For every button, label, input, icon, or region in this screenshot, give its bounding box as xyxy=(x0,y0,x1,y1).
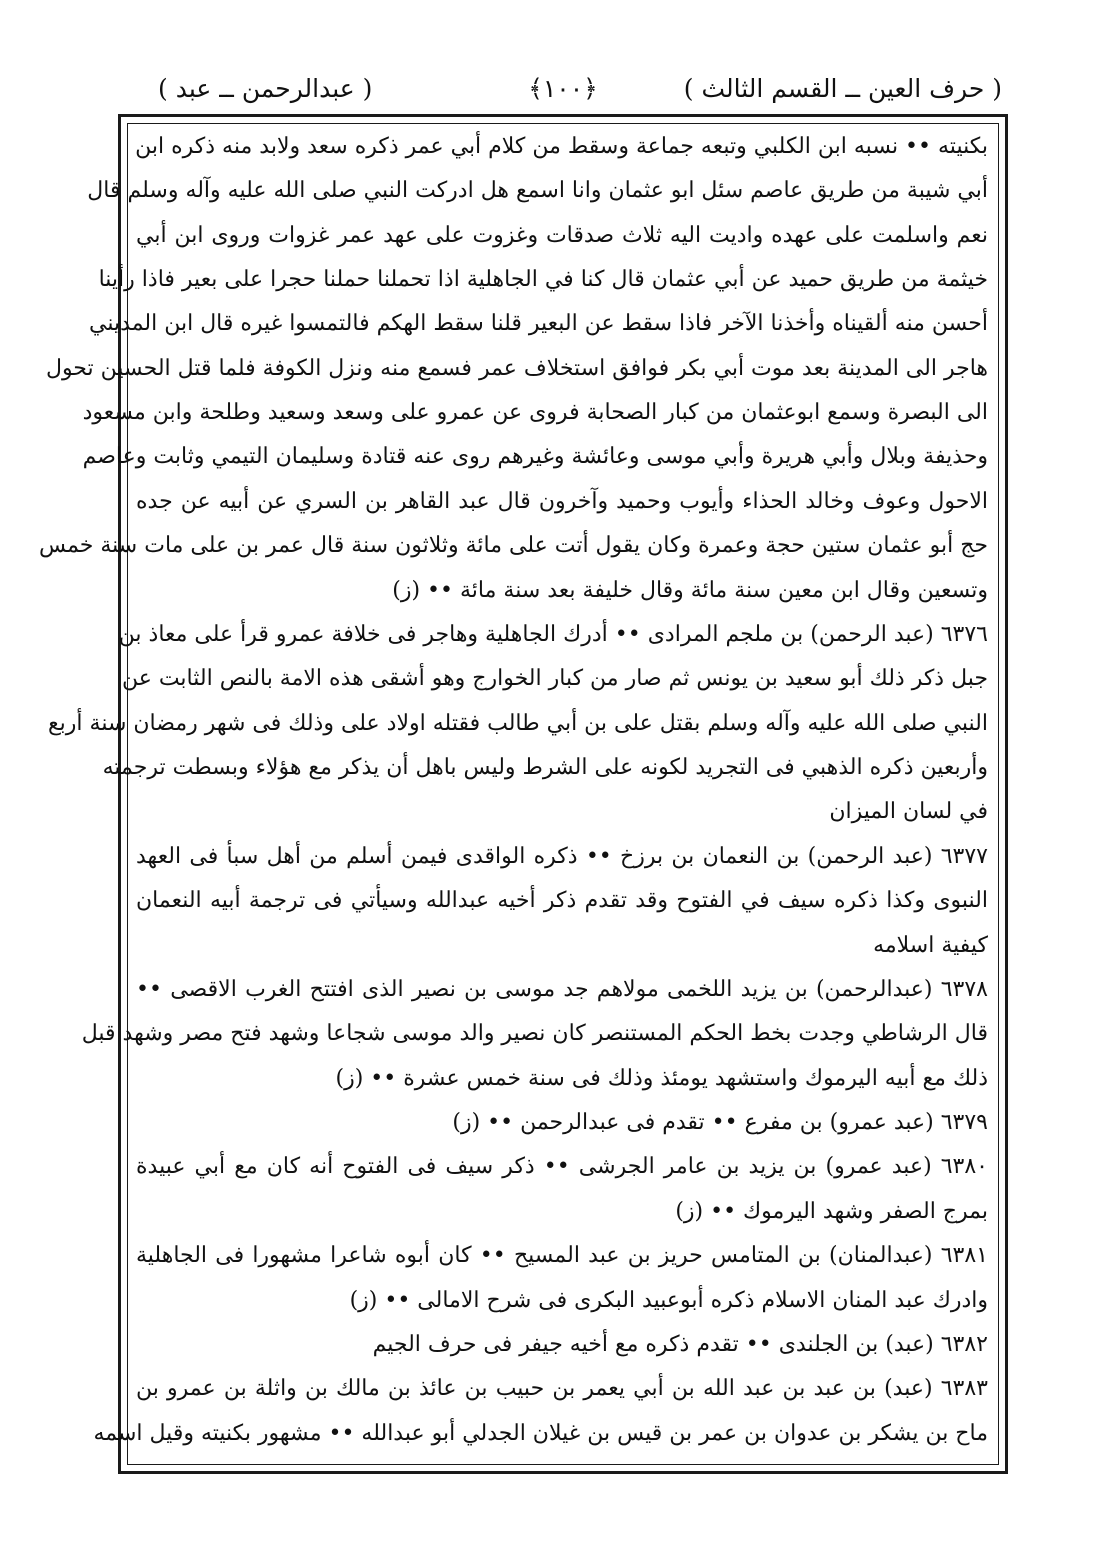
text-line: ماح بن يشكر بن عدوان بن عمر بن قيس بن غيلان الجدلي أبو عبدالله •• مشهور بكنيته وقيل اسمه xyxy=(93,1421,988,1446)
text-line: النبوى وكذا ذكره سيف في الفتوح وقد تقدم ذكر أخيه عبدالله وسيأتي فى ترجمة أبيه النعمان xyxy=(136,888,988,913)
header-entry-range: ( عبدالرحمن ــ عبد ) xyxy=(158,74,373,103)
text-line: أبي شيبة من طريق عاصم سئل ابو عثمان وانا اسمع هل ادركت النبي صلى الله عليه وآله وسلم قال xyxy=(87,178,988,203)
text-line: ذلك مع أبيه اليرموك واستشهد يومئذ وذلك فى سنة خمس عشرة •• (ز) xyxy=(335,1066,988,1091)
text-line: نعم واسلمت على عهده واديت اليه ثلاث صدقات وغزوت على عهد عمر غزوات وروى ابن أبي xyxy=(136,223,988,248)
text-line: قال الرشاطي وجدت بخط الحكم المستنصر كان نصير والد موسى شجاعا وشهد فتح مصر وشهد قبل xyxy=(81,1021,988,1046)
text-line: وادرك عبد المنان الاسلام ذكره أبوعبيد البكرى فى شرح الامالى •• (ز) xyxy=(349,1288,988,1313)
text-line: جبل ذكر ذلك أبو سعيد بن يونس ثم صار من كبار الخوارج وهو أشقى هذه الامة بالنص الثابت عن xyxy=(121,666,988,691)
text-line: كيفية اسلامه xyxy=(873,933,988,958)
text-line: بكنيته •• نسبه ابن الكلبي وتبعه جماعة وسقط من كلام أبي عمر ذكره سعد ولابد منه ذكره ابن xyxy=(135,134,988,159)
entry-6376: ٦٣٧٦ (عبد الرحمن) بن ملجم المرادى •• أدرك الجاهلية وهاجر فى خلافة عمرو قرأ على معاذ بن xyxy=(118,622,988,647)
text-line: حج أبو عثمان ستين حجة وعمرة وكان يقول أتت على مائة وثلاثون سنة قال عمر بن على مات سنة خمس xyxy=(39,533,988,558)
entry-6381: ٦٣٨١ (عبدالمنان) بن المتامس حريز بن عبد المسيح •• كان أبوه شاعرا مشهورا فى الجاهلية xyxy=(136,1243,988,1268)
header-section-title: ( حرف العين ــ القسم الثالث ) xyxy=(683,74,1002,103)
entry-6383: ٦٣٨٣ (عبد) بن عبد بن عبد الله بن أبي يعمر بن حبيب بن عائذ بن مالك بن واثلة بن عمرو بن xyxy=(136,1376,988,1401)
text-line: هاجر الى المدينة بعد موت أبي بكر فوافق استخلاف عمر فسمع منه ونزل الكوفة فلما قتل الحسين تحول xyxy=(45,356,988,381)
entry-6377: ٦٣٧٧ (عبد الرحمن) بن النعمان بن برزخ •• ذكره الواقدى فيمن أسلم من أهل سبأ فى العهد xyxy=(136,844,988,869)
text-line: وأربعين ذكره الذهبي فى التجريد لكونه على الشرط وليس باهل أن يذكر مع هؤلاء وبسطت ترجمته xyxy=(102,755,988,780)
text-line: الى البصرة وسمع ابوعثمان من كبار الصحابة فروى عن عمرو على وسعد وسعيد وطلحة وابن مسعود xyxy=(82,400,988,425)
entry-6380: ٦٣٨٠ (عبد عمرو) بن يزيد بن عامر الجرشى •• ذكر سيف فى الفتوح أنه كان مع أبي عبيدة xyxy=(136,1154,988,1179)
text-line: في لسان الميزان xyxy=(829,799,988,824)
text-line: النبي صلى الله عليه وآله وسلم بقتل على بن أبي طالب فقتله اولاد على وذلك فى شهر رمضان سنة أربع xyxy=(47,711,988,736)
page-number: ﴿١٠٠﴾ xyxy=(528,74,598,103)
text-line: الاحول وعوف وخالد الحذاء وأيوب وحميد وآخرون قال عبد القاهر بن السري عن أبيه عن جده xyxy=(136,489,988,514)
text-line: بمرج الصفر وشهد اليرموك •• (ز) xyxy=(675,1199,988,1224)
text-line: وحذيفة وبلال وأبي هريرة وأبي موسى وعائشة وغيرهم روى عنه قتادة وسليمان التيمي وثابت وعاصم xyxy=(82,444,988,469)
entry-6378: ٦٣٧٨ (عبدالرحمن) بن يزيد اللخمى مولاهم جد موسى بن نصير الذى افتتح الغرب الاقصى •• xyxy=(136,977,988,1002)
text-line: خيثمة من طريق حميد عن أبي عثمان قال كنا في الجاهلية اذا تحملنا حملنا حجرا على بعير فاذا رأينا xyxy=(98,267,988,292)
page-header xyxy=(118,64,1008,114)
entry-6379: ٦٣٧٩ (عبد عمرو) بن مفرع •• تقدم فى عبدالرحمن •• (ز) xyxy=(452,1110,988,1135)
text-line: أحسن منه ألقيناه وأخذنا الآخر فاذا سقط عن البعير قلنا سقط الهكم فالتمسوا غيره قال ابن المديني xyxy=(89,311,988,336)
entry-6382: ٦٣٨٢ (عبد) بن الجلندى •• تقدم ذكره مع أخيه جيفر فى حرف الجيم xyxy=(372,1332,988,1357)
text-line: وتسعين وقال ابن معين سنة مائة وقال خليفة بعد سنة مائة •• (ز) xyxy=(392,578,988,603)
